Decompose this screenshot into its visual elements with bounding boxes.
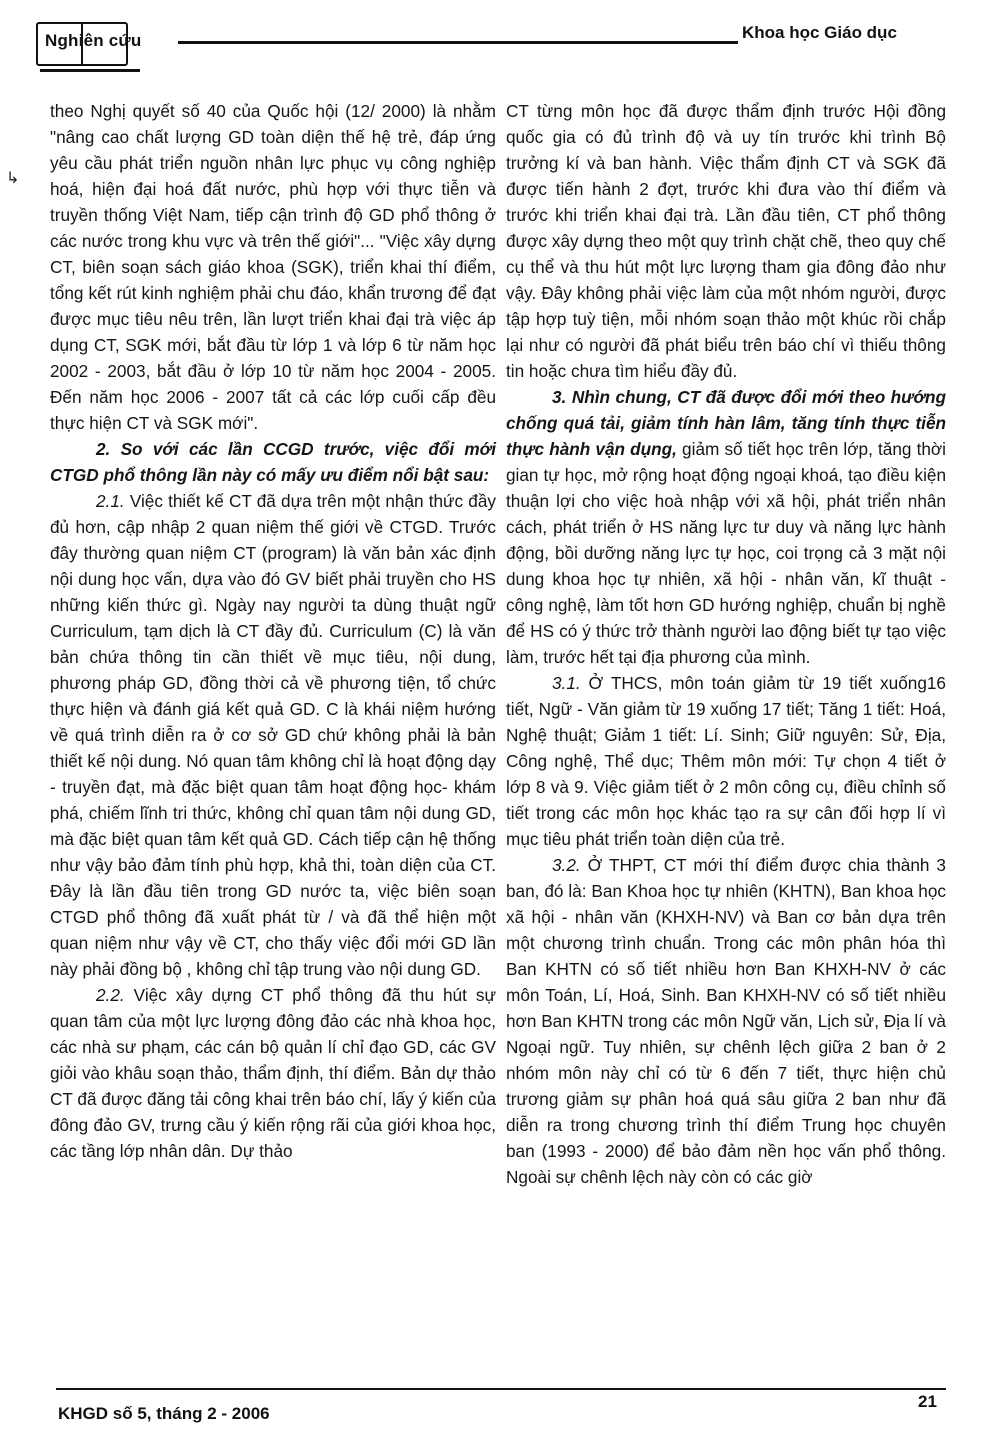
paragraph-2-2	[50, 982, 496, 1164]
paragraph-intro: theo Nghị quyết số 40 của Quốc hội (12/ 2000) là nhằm "nâng cao chất lượng GD toàn diện thế hệ trẻ, đáp ứng yêu cầu phát triển nguồn nhân lực phục vụ công nghiệp hoá, hiện đại hoá đất nước, phù hợp với thực tiễn và truyền thống Việt Nam, tiếp cận trình độ GD phổ thông ở các nước trong khu vực và trên thế giới"... "Việc xây dựng CT, biên soạn sách giáo khoa (SGK), triển khai thí điểm, tổng kết rút kinh nghiệm phải chu đáo, khẩn trương để đạt được mục tiêu nêu trên, lần lượt triển khai đại trà việc áp dụng CT, SGK mới, bắt đầu từ lớp 1 và lớp 6 từ năm học 2002 - 2003, bắt đầu ở lớp 10 từ năm học 2004 - 2005. Đến năm học 2006 - 2007 tất cả các lớp cuối cấp đều thực hiện CT và SGK mới".	[50, 101, 496, 433]
right-column	[506, 98, 946, 1190]
header-divider	[178, 41, 738, 44]
margin-mark: ↳	[6, 170, 20, 187]
footer-divider	[56, 1388, 946, 1390]
heading-section-3: 3. Nhìn chung, CT đã được đổi mới theo hướng chống quá tải, giảm tính hàn lâm, tăng tính thực tiễn thực hành vận dụng,	[506, 387, 946, 459]
text-3-1: Ở THCS, môn toán giảm từ 19 tiết xuống16 tiết, Ngữ - Văn giảm từ 19 xuống 17 tiết; Tăng 1 tiết: Hoá, Nghệ thuật; Giảm 1 tiết: Lí. Sinh; Giữ nguyên: Sử, Địa, Công nghệ, Thể dục; Thêm môn mới: Tự chọn 4 tiết ở lớp 8 và 9. Việc giảm tiết ở 2 môn công cụ, điều chỉnh số tiết trong các môn học khác tạo ra sự cân đối hợp lí vì mục tiêu phát triển toàn diện của trẻ.	[506, 673, 946, 849]
text-2-2: Việc xây dựng CT phổ thông đã thu hút sự quan tâm của một lực lượng đông đảo các nhà khoa học, các nhà sư phạm, các cán bộ quản lí chỉ đạo GD, các GV giỏi vào khâu soạn thảo, thẩm định, thí điểm. Bản dự thảo CT đã được đăng tải công khai trên báo chí, lấy ý kiến của đông đảo GV, trưng cầu ý kiến rộng rãi của giới khoa học, các tầng lớp nhân dân. Dự thảo	[50, 985, 496, 1161]
label-2-1: 2.1.	[96, 491, 125, 511]
paragraph-3-2	[506, 852, 946, 1190]
label-3-1: 3.1.	[552, 673, 581, 693]
text-3-2: Ở THPT, CT mới thí điểm được chia thành 3 ban, đó là: Ban Khoa học tự nhiên (KHTN), Ban khoa học xã hội - nhân văn (KHXH-NV) và Ban cơ bản dựa trên một chương trình chuẩn. Trong các môn phân hóa thì Ban KHTN có số tiết nhiều hơn Ban KHXH-NV ở các môn Toán, Lí, Hoá, Sinh. Ban KHXH-NV có số tiết nhiều hơn Ban KHTN trong các môn Ngữ văn, Lịch sử, Địa lí và Ngoại ngữ. Tuy nhiên, sự chênh lệch giữa 2 ban ở 2 nhóm môn này chỉ có từ 6 đến 7 tiết, thực hiện chủ trương giảm sự phân hoá quá sâu giữa 2 ban như đã diễn ra trong chương trình thí điểm Trung học chuyên ban (1993 - 2000) để bảo đảm nền học vấn phổ thông. Ngoài sự chênh lệch này còn có các giờ	[506, 855, 946, 1187]
logo-text: Nghiên cứu	[45, 31, 142, 50]
paragraph-3	[506, 384, 946, 670]
logo-base-line	[40, 69, 140, 72]
heading-section-2: 2. So với các lần CCGD trước, việc đổi mới CTGD phổ thông lần này có mấy ưu điểm nổi bật sau:	[50, 439, 496, 485]
issue-info: KHGD số 5, tháng 2 - 2006	[58, 1404, 270, 1423]
paragraph-continued: CT từng môn học đã được thẩm định trước Hội đồng quốc gia có đủ trình độ và uy tín trước khi trình Bộ trưởng kí và ban hành. Việc thẩm định CT và SGK đã được tiến hành 2 đợt, trước khi đưa vào thí điểm và trước khi triển khai đại trà. Lần đầu tiên, CT phổ thông được xây dựng theo một quy trình chặt chẽ, theo quy chế cụ thể và thu hút một lực lượng tham gia đông đảo như vậy. Đây không phải việc làm của một nhóm người, được tập hợp tuỳ tiện, mỗi nhóm soạn thảo một khúc rồi chắp lại như có người đã phát biểu trên báo chí vì thiếu thông tin hoặc chưa tìm hiểu đầy đủ.	[506, 101, 946, 381]
paragraph-3-1	[506, 670, 946, 852]
label-3-2: 3.2.	[552, 855, 581, 875]
nghien-cuu-logo	[36, 22, 164, 68]
label-2-2: 2.2.	[96, 985, 125, 1005]
paragraph-2-1	[50, 488, 496, 982]
text-3: giảm số tiết học trên lớp, tăng thời gian tự học, mở rộng hoạt động ngoại khoá, tạo điều kiện thuận lợi cho việc hoà nhập với xã hội, phát triển nhân cách, phát triển ở HS năng lực tư duy và năng lực hành động, bồi dưỡng năng lực tự học, coi trọng cả 3 mặt nội dung khoa học tự nhiên, xã hội - nhân văn, kĩ thuật - công nghệ, làm tốt hơn GD hướng nghiệp, chuẩn bị nghề để HS có ý thức trở thành người lao động biết tự tạo việc làm, trước hết tại địa phương của mình.	[506, 439, 946, 667]
left-column	[50, 98, 496, 1164]
text-2-1: Việc thiết kế CT đã dựa trên một nhận thức đầy đủ hơn, cập nhập 2 quan niệm thế giới về CTGD. Trước đây thường quan niệm CT (program) là văn bản xác định nội dung học vấn, dựa vào đó GV biết phải truyền cho HS những kiến thức gì. Ngày nay người ta dùng thuật ngữ Curriculum, tạm dịch là CT đầy đủ. Curriculum (C) là văn bản chứa thông tin cần thiết về mục tiêu, nội dung, phương pháp GD, đồng thời cả về phương tiện, tổ chức thực hiện và đánh giá kết quả GD. C là khái niệm hướng về quá trình diễn ra ở cơ sở GD chứ không phải là bản thiết kế nội dung. Nó quan tâm không chỉ là hoạt động dạy - truyền đạt, mà đặc biệt quan tâm hoạt động học- khám phá, chiếm lĩnh tri thức, không chỉ quan tâm nội dung GD, mà đặc biệt quan tâm kết quả GD. Cách tiếp cận hệ thống như vậy bảo đảm tính phù hợp, khả thi, toàn diện của CT. Đây là lần đầu tiên trong GD nước ta, việc biên soạn CTGD phổ thông đã xuất phát từ / và đã thể hiện một quan niệm như vậy về CT, cho thấy việc đổi mới GD lần này phải đồng bộ , không chỉ tập trung vào nội dung GD.	[50, 491, 496, 979]
section-title: Khoa học Giáo dục	[742, 23, 897, 42]
page-number: 21	[918, 1392, 937, 1411]
